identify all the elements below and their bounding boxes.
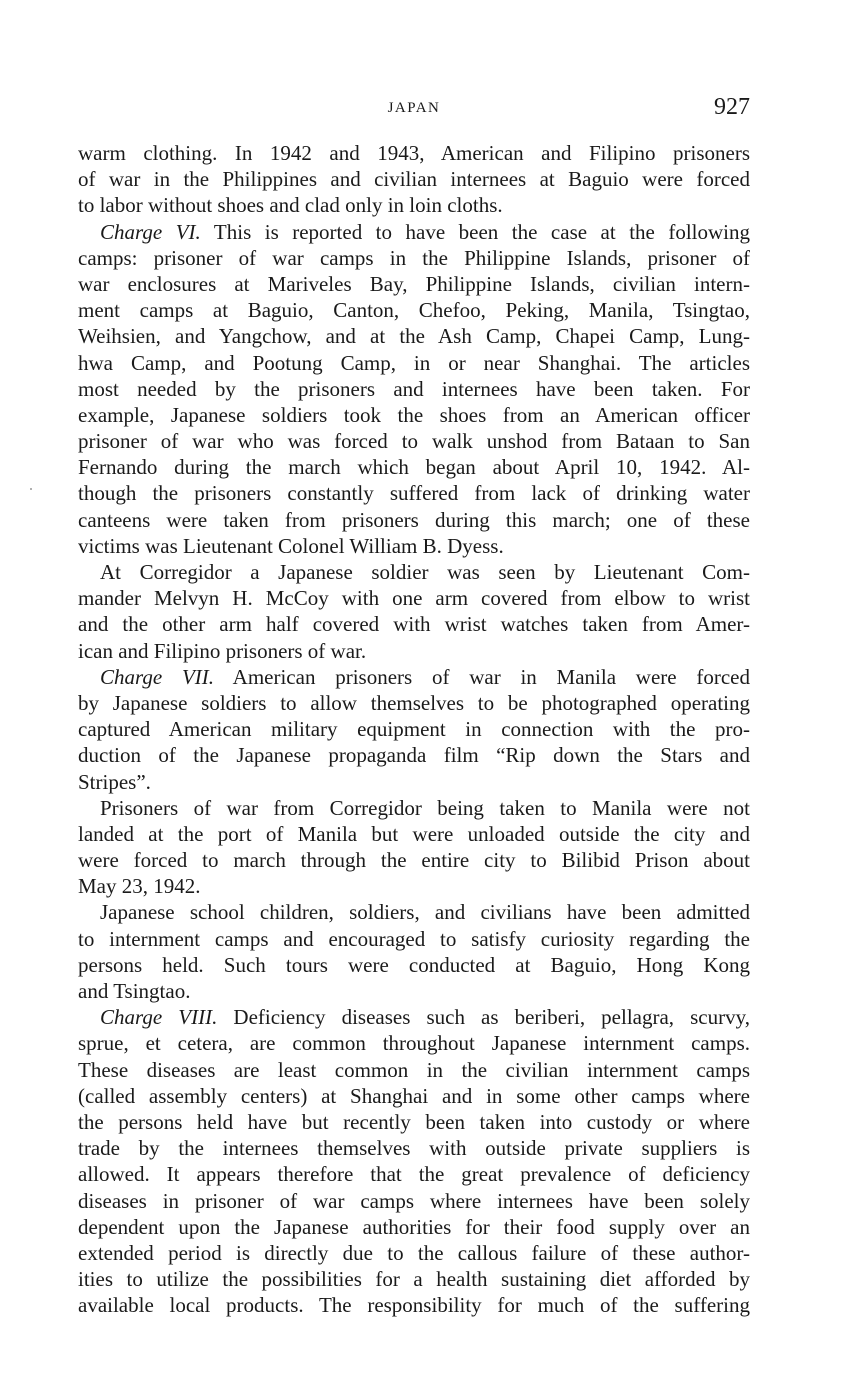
text-line: These diseases are least common in the civilian internment camps [78, 1057, 750, 1082]
line-text: American prisoners of war in Manila were forced [214, 664, 750, 689]
text-line: and Tsingtao. [78, 979, 191, 1003]
line-text: Deficiency diseases such as beriberi, pellagra, scurvy, [217, 1005, 750, 1030]
body-text [78, 140, 750, 1318]
text-line: war enclosures at Mariveles Bay, Philippine Islands, civilian intern- [78, 271, 750, 296]
text-line: mander Melvyn H. McCoy with one arm covered from elbow to wrist [78, 586, 750, 611]
text-line: prisoner of war who was forced to walk unshod from Bataan to San [78, 429, 750, 454]
text-line: At Corregidor a Japanese soldier was seen by Lieutenant Com- [100, 560, 750, 584]
text-line: camps: prisoner of war camps in the Philippine Islands, prisoner of [78, 245, 750, 270]
text-line: Prisoners of war from Corregidor being taken to Manila were not [100, 795, 750, 820]
text-line [78, 664, 750, 690]
text-line: Fernando during the march which began about April 10, 1942. Al- [78, 455, 750, 480]
text-line: persons held. Such tours were conducted at Baguio, Hong Kong [78, 952, 750, 977]
text-line: victims was Lieutenant Colonel William B. Dyess. [78, 533, 504, 558]
text-line [78, 219, 750, 245]
text-line: the persons held have but recently been taken into custody or where [78, 1109, 750, 1134]
text-line: available local products. The responsibility for much of the suffering [78, 1293, 750, 1318]
text-line: allowed. It appears therefore that the great prevalence of deficiency [78, 1162, 750, 1187]
text-line: ment camps at Baguio, Canton, Chefoo, Peking, Manila, Tsingtao, [78, 298, 750, 323]
text-line: to internment camps and encouraged to satisfy curiosity regarding the [78, 926, 750, 951]
charge-heading: Charge VII. [100, 664, 215, 689]
text-line: (called assembly centers) at Shanghai and in some other camps where [78, 1083, 750, 1108]
text-line: May 23, 1942. [78, 874, 201, 899]
text-line: Stripes”. [78, 769, 151, 794]
text-line: of war in the Philippines and civilian internees at Baguio were forced [78, 167, 750, 192]
text-line: ities to utilize the possibilities for a health sustaining diet afforded by [78, 1267, 750, 1292]
text-line: were forced to march through the entire city to Bilibid Prison about [78, 848, 750, 873]
text-line: Japanese school children, soldiers, and civilians have been admitted [100, 900, 750, 925]
running-head [78, 94, 750, 124]
text-line: to labor without shoes and clad only in loin cloths. [78, 193, 503, 218]
charge-heading: Charge VIII. [100, 1005, 218, 1030]
text-line: example, Japanese soldiers took the shoes from an American officer [78, 402, 750, 427]
running-title: JAPAN [387, 100, 441, 116]
text-line: ican and Filipino prisoners of war. [78, 638, 367, 663]
page-number: 927 [714, 94, 750, 120]
text-line: though the prisoners constantly suffered from lack of drinking water [78, 481, 750, 506]
text-line: trade by the internees themselves with outside private suppliers is [78, 1136, 750, 1161]
text-line: canteens were taken from prisoners during this march; one of these [78, 507, 750, 532]
text-line: sprue, et cetera, are common throughout Japanese internment camps. [78, 1031, 750, 1056]
text-line: most needed by the prisoners and internees have been taken. For [78, 376, 750, 401]
text-line: captured American military equipment in connection with the pro- [78, 717, 750, 742]
text-line: warm clothing. In 1942 and 1943, American and Filipino prisoners [78, 141, 750, 165]
text-line: duction of the Japanese propaganda film “Rip down the Stars and [78, 743, 750, 768]
text-line: diseases in prisoner of war camps where internees have been solely [78, 1188, 750, 1213]
text-line: dependent upon the Japanese authorities for their food supply over an [78, 1214, 750, 1239]
text-line: landed at the port of Manila but were unloaded outside the city and [78, 821, 750, 846]
text-line: and the other arm half covered with wrist watches taken from Amer- [78, 612, 750, 637]
charge-heading: Charge VI. [100, 219, 201, 244]
text-line: by Japanese soldiers to allow themselves to be photographed operating [78, 690, 750, 715]
text-line: hwa Camp, and Pootung Camp, in or near Shanghai. The articles [78, 350, 750, 375]
text-line: Weihsien, and Yangchow, and at the Ash Camp, Chapei Camp, Lung- [78, 324, 750, 349]
text-line [78, 1004, 750, 1030]
margin-speck [30, 488, 32, 490]
text-line: extended period is directly due to the callous failure of these author- [78, 1240, 750, 1265]
line-text: This is reported to have been the case at the following [200, 219, 751, 244]
